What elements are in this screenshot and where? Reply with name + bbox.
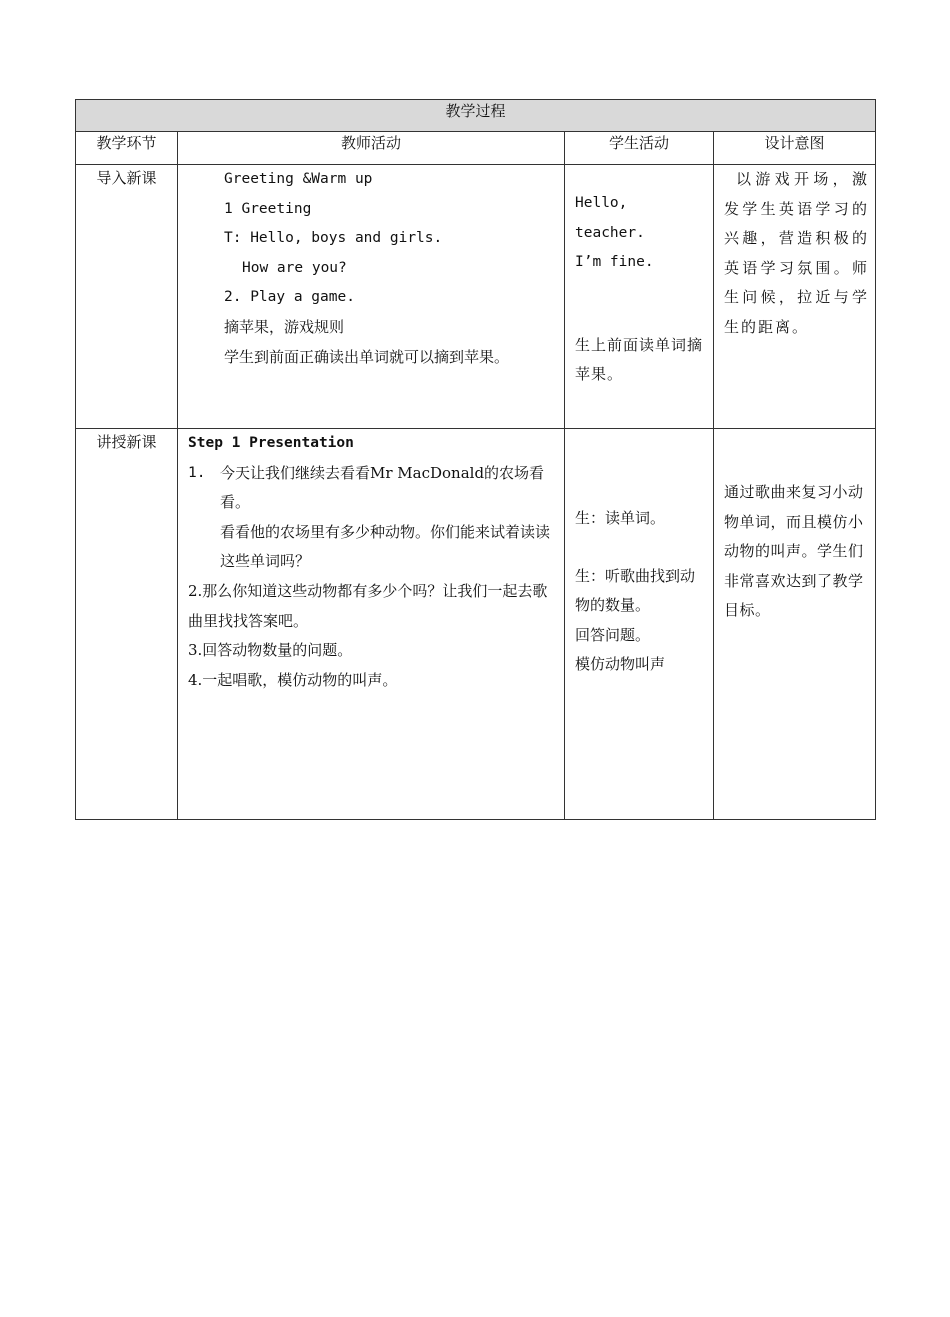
design-intent-cell: [714, 165, 876, 429]
table-title-row: [76, 100, 876, 132]
table-header-row: [76, 132, 876, 165]
table-row: [76, 165, 876, 429]
student-line: 生上前面读单词摘苹果。: [575, 335, 704, 384]
teacher-line: 摘苹果，游戏规则: [224, 317, 345, 336]
intent-text: 以游戏开场，激发学生英语学习的兴趣，营造积极的英语学习氛围。师生问候，拉近与学生的距离。: [724, 170, 870, 336]
student-line: I’m fine.: [575, 254, 654, 271]
teacher-line: Greeting &Warm up: [224, 171, 373, 187]
teacher-line: 2. Play a game.: [224, 289, 355, 306]
header-stage: 教学环节: [76, 132, 178, 165]
item-text: 今天让我们继续去看看Mr MacDonald的农场看看。: [220, 463, 545, 512]
student-line: 回答问题。: [575, 625, 651, 644]
header-student-activity: 学生活动: [565, 132, 714, 165]
teacher-paragraph: 3.回答动物数量的问题。: [188, 641, 353, 660]
student-line: 模仿动物叫声: [575, 655, 666, 674]
numbered-item: [188, 459, 556, 518]
table-title: 教学过程: [76, 100, 876, 132]
student-line: Hello,: [575, 195, 628, 211]
stage-cell: 讲授新课: [76, 429, 178, 820]
header-teacher-activity: 教师活动: [178, 132, 565, 165]
student-activity-cell: [565, 165, 714, 429]
step-heading: Step 1 Presentation: [188, 435, 354, 451]
student-line: 生：听歌曲找到动物的数量。: [575, 566, 696, 615]
teaching-process-table: [75, 99, 876, 820]
teacher-activity-cell: [178, 429, 565, 820]
teacher-paragraph: 看看他的农场里有多少种动物。你们能来试着读读这些单词吗？: [220, 522, 551, 571]
student-line: 生：读单词。: [575, 509, 666, 527]
student-line: teacher.: [575, 224, 645, 241]
teacher-line: T: Hello, boys and girls.: [224, 230, 443, 247]
design-intent-cell: [714, 429, 876, 820]
teacher-line: 1 Greeting: [224, 200, 312, 217]
intent-text: 通过歌曲来复习小动物单词，而且模仿小动物的叫声。学生们非常喜欢达到了教学目标。: [724, 483, 864, 620]
student-activity-cell: [565, 429, 714, 820]
teacher-paragraph: 4.一起唱歌，模仿动物的叫声。: [188, 670, 398, 689]
teacher-activity-cell: [178, 165, 565, 429]
teacher-paragraph: 学生到前面正确读出单词就可以摘到苹果。: [224, 347, 510, 366]
teacher-line: How are you?: [242, 259, 347, 276]
stage-cell: 导入新课: [76, 165, 178, 429]
item-number: 1.: [188, 464, 206, 481]
header-design-intent: 设计意图: [714, 132, 876, 165]
table-row: [76, 429, 876, 820]
teacher-paragraph: 2.那么你知道这些动物都有多少个吗？让我们一起去歌曲里找找答案吧。: [188, 581, 548, 630]
